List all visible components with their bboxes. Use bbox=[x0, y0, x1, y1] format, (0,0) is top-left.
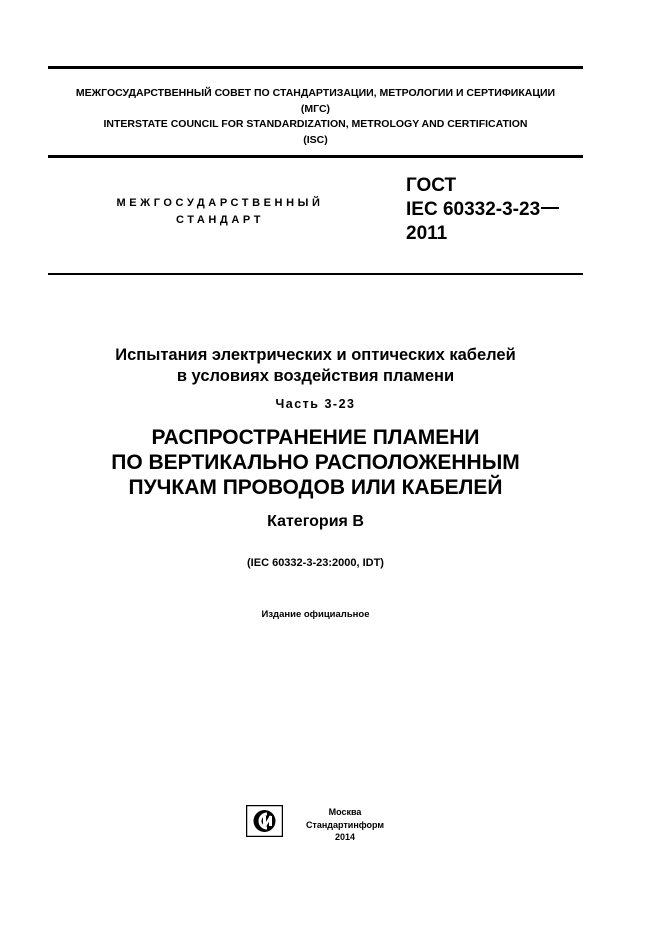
publisher-city: Москва bbox=[328, 807, 362, 817]
gost-designation bbox=[406, 174, 559, 246]
main-title-line1: РАСПРОСТРАНЕНИЕ ПЛАМЕНИ bbox=[151, 426, 480, 449]
header-bottom-rule bbox=[48, 155, 583, 158]
council-header bbox=[48, 86, 583, 148]
standard-kind-line2: СТАНДАРТ bbox=[175, 214, 265, 226]
council-en-abbr: (ISC) bbox=[303, 133, 328, 146]
category: Категория В bbox=[267, 513, 364, 530]
dash-mark bbox=[541, 207, 559, 209]
council-en-name: INTERSTATE COUNCIL FOR STANDARDIZATION, METROLOGY AND CERTIFICATION bbox=[103, 118, 528, 130]
title-line2: в условиях воздействия пламени bbox=[176, 367, 455, 385]
standard-kind-line1: МЕЖГОСУДАРСТВЕННЫЙ bbox=[116, 197, 324, 209]
gost-number: IEC 60332-3-23 bbox=[406, 199, 541, 220]
official-edition: Издание официальное bbox=[261, 609, 370, 620]
publisher-year: 2014 bbox=[334, 832, 356, 842]
main-title-line2: ПО ВЕРТИКАЛЬНО РАСПОЛОЖЕННЫМ bbox=[111, 451, 520, 474]
document-title bbox=[48, 345, 583, 387]
part-number: Часть 3-23 bbox=[275, 397, 356, 411]
council-ru-abbr: (МГС) bbox=[300, 102, 331, 115]
main-title-line3: ПУЧКАМ ПРОВОДОВ ИЛИ КАБЕЛЕЙ bbox=[128, 476, 503, 499]
iec-reference: (IEC 60332-3-23:2000, IDT) bbox=[247, 557, 384, 569]
top-rule bbox=[48, 66, 583, 69]
publisher-name: Стандартинформ bbox=[305, 819, 385, 830]
main-title bbox=[48, 425, 583, 500]
standard-kind bbox=[95, 195, 345, 229]
standartinform-logo bbox=[246, 805, 283, 837]
title-line1: Испытания электрических и оптических кабелей bbox=[115, 346, 516, 364]
gost-label: ГОСТ bbox=[406, 175, 457, 196]
council-ru-name: МЕЖГОСУДАРСТВЕННЫЙ СОВЕТ ПО СТАНДАРТИЗАЦИИ, МЕТРОЛОГИИ И СЕРТИФИКАЦИИ bbox=[75, 87, 556, 99]
gost-year: 2011 bbox=[406, 223, 448, 244]
title-block-rule bbox=[48, 273, 583, 275]
publisher-info bbox=[290, 806, 400, 844]
